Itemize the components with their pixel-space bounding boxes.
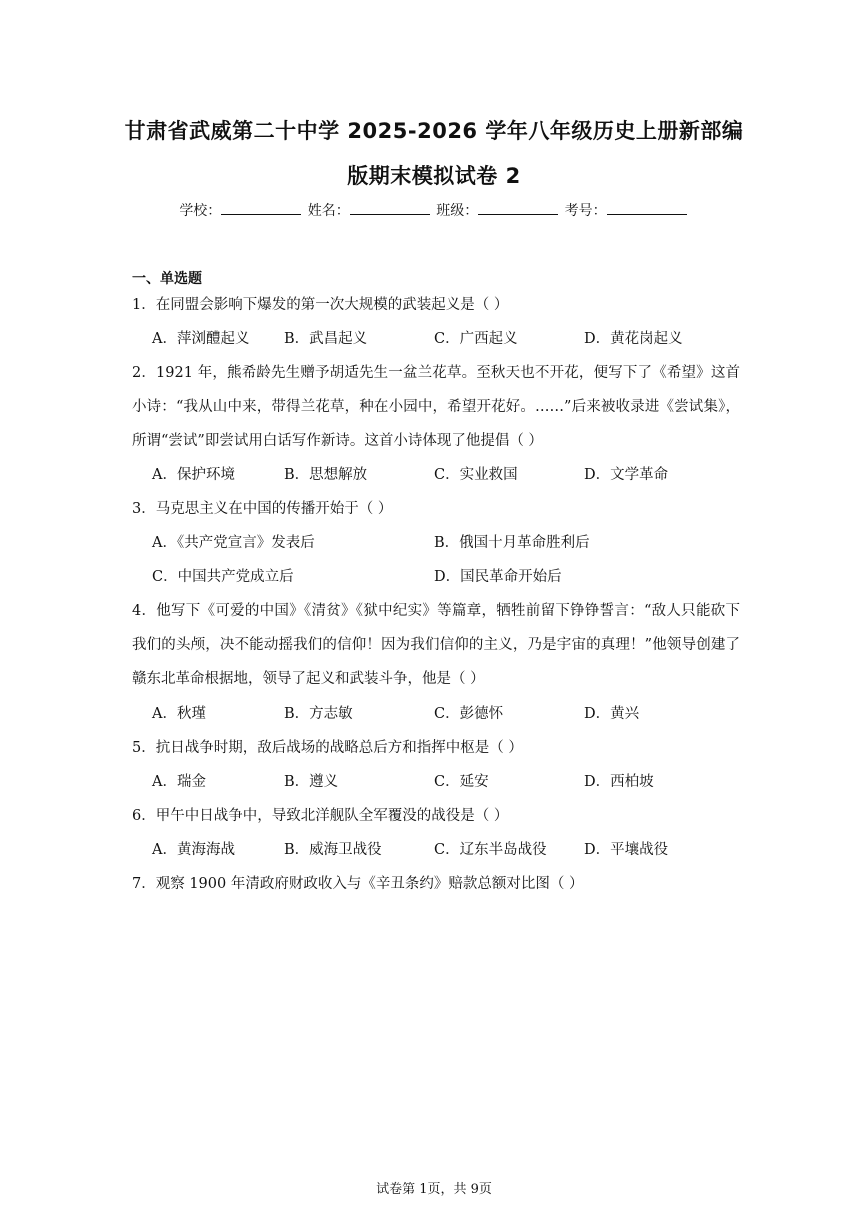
student-info-row — [0, 200, 868, 220]
option-c: C．辽东半岛战役 — [434, 842, 547, 858]
class-label: 班级： — [436, 203, 479, 219]
option-b: B．方志敏 — [284, 706, 353, 722]
option-c: C．中国共产党成立后 — [152, 569, 294, 585]
school-blank — [221, 202, 301, 215]
exam-no-blank — [607, 202, 687, 215]
question-1-options — [152, 322, 752, 356]
option-a: A．保护环境 — [152, 467, 235, 483]
exam-title-line-2: 版期末模拟试卷 2 — [347, 164, 521, 188]
exam-no-label: 考号： — [564, 203, 607, 219]
question-6-stem: 6．甲午中日战争中，导致北洋舰队全军覆没的战役是（ ） — [132, 808, 509, 824]
question-7-stem: 7．观察 1900 年清政府财政收入与《辛丑条约》赔款总额对比图（ ） — [132, 876, 584, 892]
option-a: A．瑞金 — [152, 774, 206, 790]
question-4-stem: 4．他写下《可爱的中国》《清贫》《狱中纪实》等篇章，牺牲前留下铮铮誓言：“敌人只能砍下我们的头颅，决不能动摇我们的信仰！因为我们信仰的主义，乃是宇宙的真理！”他领导创建了赣东北革命根据地，领导了起义和武装斗争，他是（ ） — [132, 603, 740, 687]
option-d: D．黄兴 — [584, 706, 640, 722]
option-b: B．俄国十月革命胜利后 — [434, 535, 590, 551]
question-3-options-row-1 — [152, 526, 752, 560]
name-blank — [350, 202, 430, 215]
option-d: D．平壤战役 — [584, 842, 669, 858]
question-1-stem: 1．在同盟会影响下爆发的第一次大规模的武装起义是（ ） — [132, 297, 509, 313]
question-2-options — [152, 458, 752, 492]
option-c: C．实业救国 — [434, 467, 518, 483]
option-b: B．思想解放 — [284, 467, 368, 483]
name-label: 姓名： — [307, 203, 350, 219]
class-blank — [478, 202, 558, 215]
question-4-options — [152, 697, 752, 731]
option-a: A．秋瑾 — [152, 706, 206, 722]
question-2-stem: 2．1921 年，熊希龄先生赠予胡适先生一盆兰花草。至秋天也不开花，便写下了《希望》这首小诗：“我从山中来，带得兰花草，种在小园中，希望开花好。……”后来被收录进《尝试集》，所谓“尝试”即尝试用白话写作新诗。这首小诗体现了他提倡（ ） — [132, 365, 740, 449]
page-footer: 试卷第 1页，共 9页 — [376, 1182, 492, 1197]
option-b: B．遵义 — [284, 774, 339, 790]
option-d: D．西柏坡 — [584, 774, 654, 790]
question-3-options-row-2 — [152, 560, 752, 594]
option-a: A．萍浏醴起义 — [152, 331, 250, 347]
question-6-options — [152, 833, 752, 867]
option-c: C．延安 — [434, 774, 489, 790]
option-c: C．彭德怀 — [434, 706, 504, 722]
option-b: B．威海卫战役 — [284, 842, 382, 858]
question-5-stem: 5．抗日战争时期，敌后战场的战略总后方和指挥中枢是（ ） — [132, 740, 523, 756]
option-b: B．武昌起义 — [284, 331, 368, 347]
question-5-options — [152, 765, 752, 799]
option-a: A．《共产党宣言》发表后 — [152, 535, 315, 551]
question-3-stem: 3．马克思主义在中国的传播开始于（ ） — [132, 501, 393, 517]
exam-title-line-1: 甘肃省武威第二十中学 2025-2026 学年八年级历史上册新部编 — [124, 119, 744, 143]
option-c: C．广西起义 — [434, 331, 518, 347]
section-heading: 一、单选题 — [132, 271, 202, 287]
option-a: A．黄海海战 — [152, 842, 235, 858]
school-label: 学校： — [179, 203, 222, 219]
option-d: D．黄花岗起义 — [584, 331, 683, 347]
option-d: D．国民革命开始后 — [434, 569, 562, 585]
option-d: D．文学革命 — [584, 467, 669, 483]
